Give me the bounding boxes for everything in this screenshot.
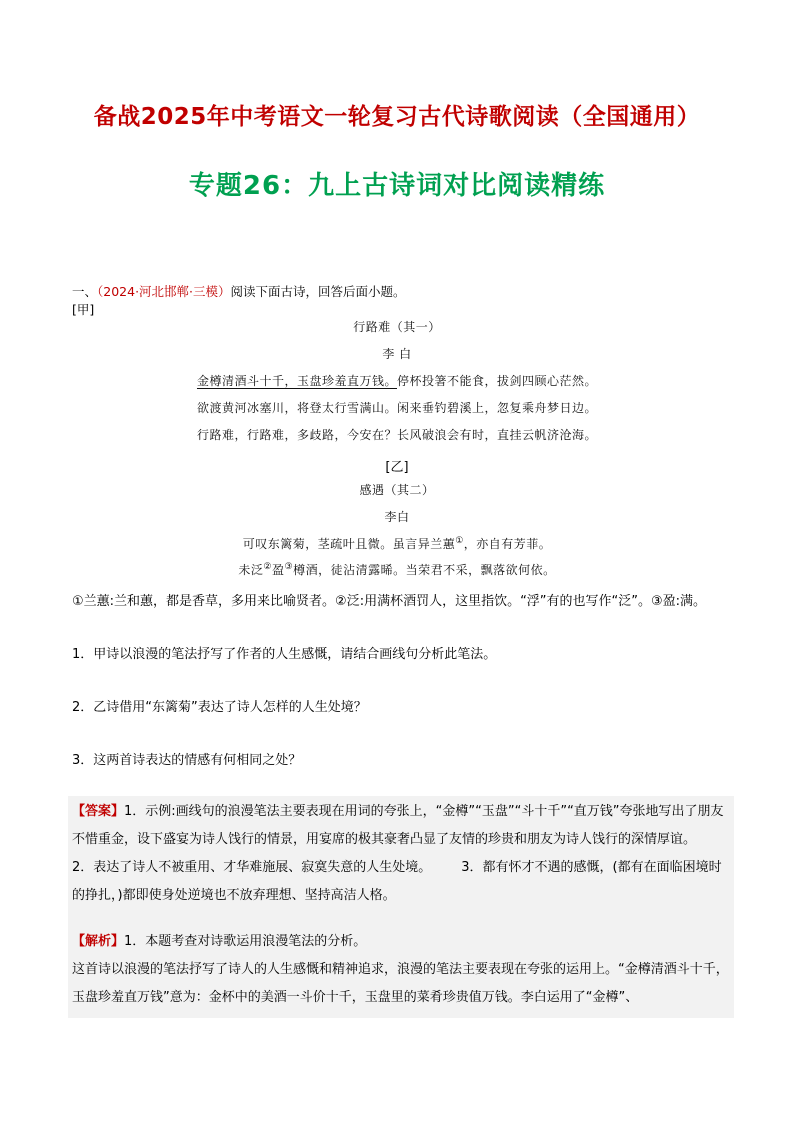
answer-part-2: 2．表达了诗人不被重用、才华难施展、寂寞失意的人生处境。 bbox=[72, 860, 432, 875]
document-title: 备战2025年中考语文一轮复习古代诗歌阅读（全国通用） bbox=[93, 104, 701, 130]
poem-b-label: [乙] bbox=[385, 460, 409, 475]
poem-b-line-1 bbox=[0, 535, 794, 552]
poem-a-label: [甲] bbox=[72, 302, 95, 317]
document-subtitle: 专题26：九上古诗词对比阅读精练 bbox=[188, 171, 606, 201]
answer-block bbox=[68, 796, 734, 920]
poem-a-underlined-line: 金樽清酒斗十千，玉盘珍羞直万钱。 bbox=[196, 374, 397, 388]
poem-b-line-1-end: ，亦自有芳菲。 bbox=[463, 537, 552, 551]
question-instruction: 阅读下面古诗，回答后面小题。 bbox=[230, 284, 406, 299]
poem-a-line-1-rest: 停杯投箸不能食，拔剑四顾心茫然。 bbox=[397, 374, 598, 388]
poem-a-line-3: 行路难，行路难，多歧路，今安在？长风破浪会有时，直挂云帆济沧海。 bbox=[196, 428, 597, 442]
poem-b-line-1-text: 可叹东篱菊，茎疏叶且微。虽言异兰蕙 bbox=[242, 537, 456, 551]
answer-part-3: 3．都有怀才不遇的感慨，(都有在面临困境时的挣扎，)都即使身处逆境也不放弃理想、坚持高洁人格。 bbox=[72, 860, 722, 903]
poem-b-line-2-end: 樽酒，徒沾清露晞。当荣君不采，飘落欲何依。 bbox=[293, 563, 556, 577]
poem-a-author: 李 白 bbox=[382, 347, 412, 361]
answer-part-1: 1．示例:画线句的浪漫笔法主要表现在用词的夸张上，“金樽”“玉盘”“斗十千”“直万钱”夸张地写出了朋友不惜重金，设下盛宴为诗人饯行的情景，用宴席的极其豪奢凸显了友情的珍贵和朋友为诗人饯行的深情厚谊。 bbox=[72, 804, 724, 847]
answer-tag: 【答案】 bbox=[72, 804, 125, 819]
analysis-body: 这首诗以浪漫的笔法抒写了诗人的人生感慨和精神追求，浪漫的笔法主要表现在夸张的运用上。“金樽清酒斗十千，玉盘珍羞直万钱”意为：金杯中的美酒一斗价十千，玉盘里的菜肴珍贵值万钱。李白运用了“金樽”、 bbox=[72, 962, 729, 1005]
poem-a-line-1 bbox=[0, 372, 794, 389]
question-3: 3．这两首诗表达的情感有何相同之处？ bbox=[72, 753, 302, 768]
poem-b-author: 李白 bbox=[384, 510, 410, 524]
question-number: 一、 bbox=[72, 284, 98, 299]
analysis-tag: 【解析】 bbox=[72, 934, 125, 949]
poem-b-line-2-mid: 盈 bbox=[271, 563, 285, 577]
question-source: （2024·河北邯郸·三模） bbox=[97, 284, 231, 299]
question-2: 2．乙诗借用“东篱菊”表达了诗人怎样的人生处境？ bbox=[72, 700, 367, 715]
footnote-marker-3: ③ bbox=[284, 562, 294, 572]
poem-b-title: 感遇（其二） bbox=[359, 483, 435, 497]
question-1: 1．甲诗以浪漫的笔法抒写了作者的人生感慨，请结合画线句分析此笔法。 bbox=[72, 647, 497, 662]
analysis-heading bbox=[72, 928, 730, 956]
footnote-marker-1: ① bbox=[455, 536, 464, 546]
poem-b-line-2-start: 未泛 bbox=[238, 563, 264, 577]
analysis-line-1: 1．本题考查对诗歌运用浪漫笔法的分析。 bbox=[124, 934, 367, 949]
poem-a-line-2: 欲渡黄河冰塞川，将登太行雪满山。闲来垂钓碧溪上，忽复乘舟梦日边。 bbox=[196, 401, 597, 415]
footnotes: ①兰蕙:兰和蕙，都是香草，多用来比喻贤者。②泛:用满杯酒罚人，这里指饮。“浮”有的也写作“泛”。③盈:满。 bbox=[72, 594, 707, 609]
footnote-marker-2: ② bbox=[263, 562, 272, 572]
question-intro bbox=[72, 282, 406, 300]
poem-b-line-2 bbox=[0, 561, 794, 578]
analysis-block bbox=[68, 908, 734, 1018]
poem-a-title: 行路难（其一） bbox=[353, 320, 441, 334]
